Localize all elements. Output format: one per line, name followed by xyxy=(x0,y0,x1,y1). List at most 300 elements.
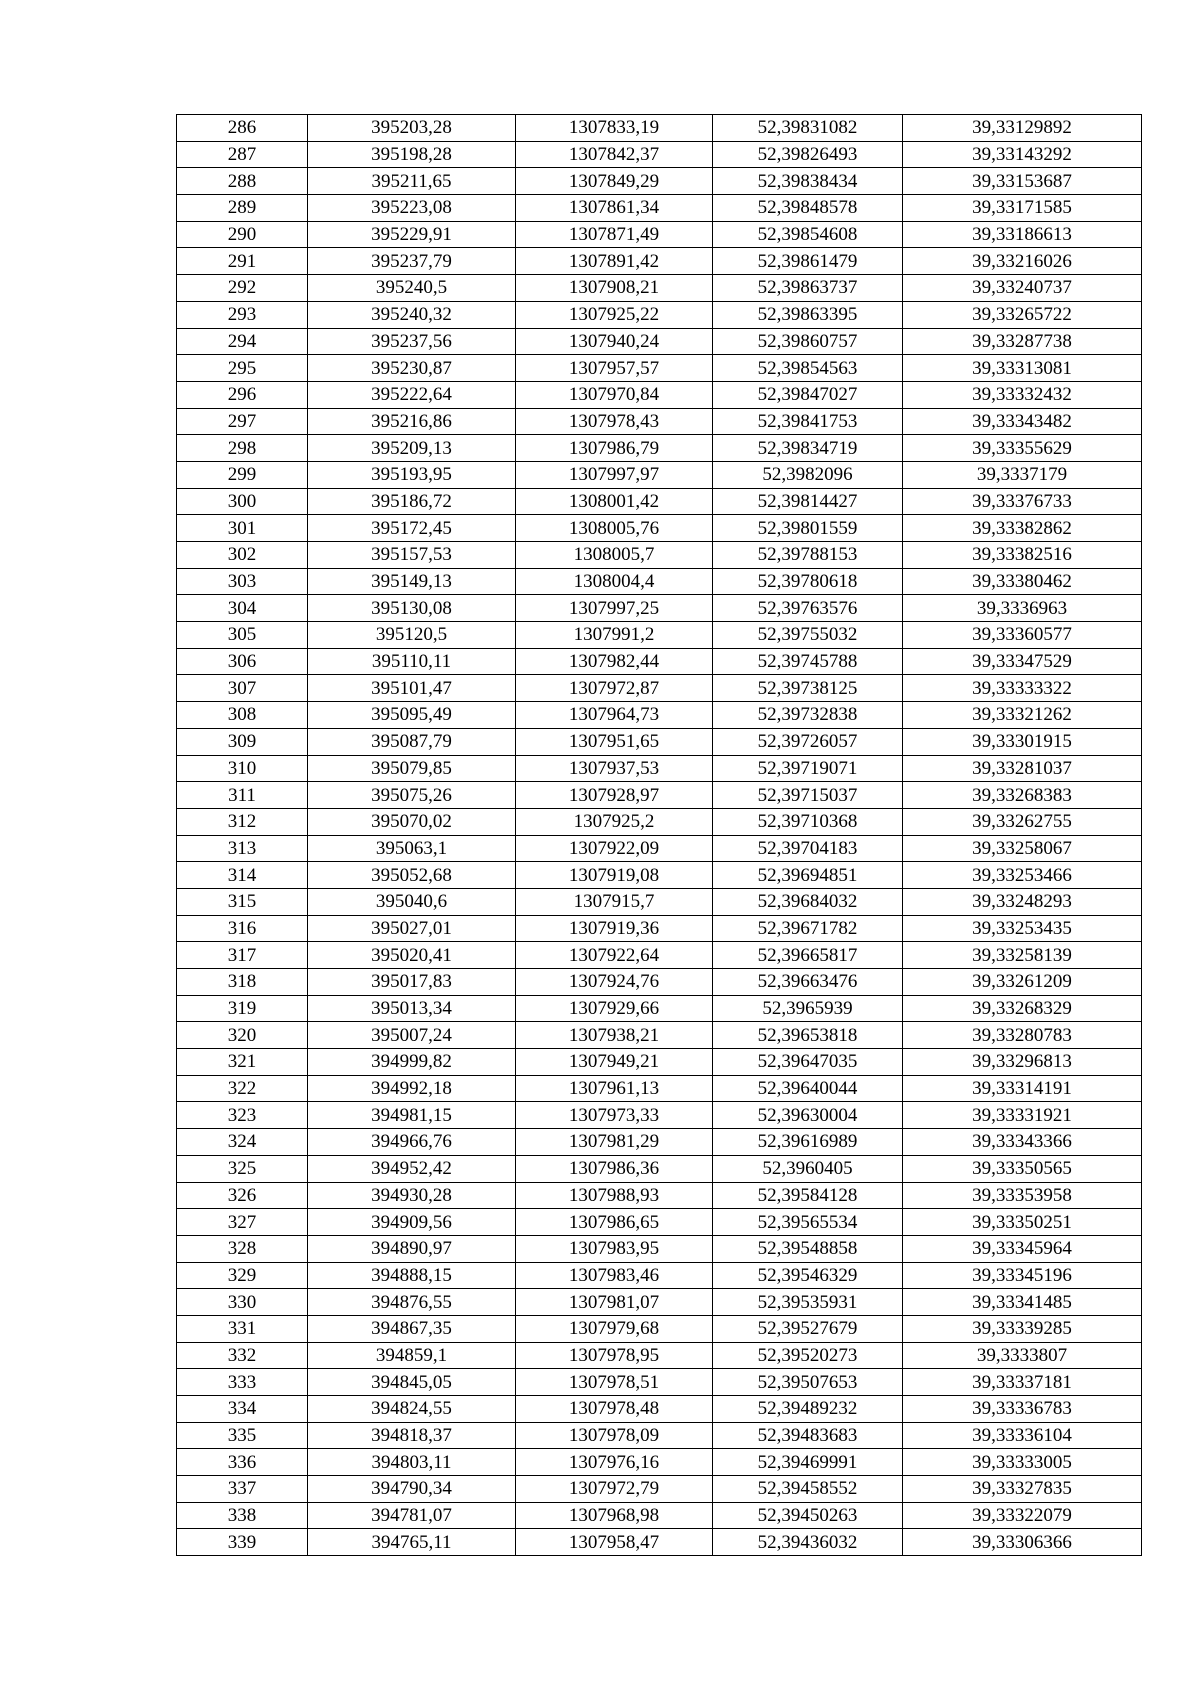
table-row xyxy=(177,355,1142,382)
y-coordinate-cell: 1308004,4 xyxy=(516,568,713,595)
y-coordinate-cell: 1307979,68 xyxy=(516,1315,713,1342)
latitude-cell: 52,39584128 xyxy=(713,1182,903,1209)
x-coordinate-cell: 394803,11 xyxy=(308,1449,516,1476)
latitude-cell: 52,39788153 xyxy=(713,542,903,569)
longitude-cell: 39,33265722 xyxy=(903,301,1142,328)
point-number-cell: 301 xyxy=(177,515,308,542)
longitude-cell: 39,33253435 xyxy=(903,915,1142,942)
x-coordinate-cell: 394818,37 xyxy=(308,1422,516,1449)
latitude-cell: 52,39763576 xyxy=(713,595,903,622)
table-row xyxy=(177,595,1142,622)
y-coordinate-cell: 1307949,21 xyxy=(516,1049,713,1076)
point-number-cell: 298 xyxy=(177,435,308,462)
x-coordinate-cell: 395193,95 xyxy=(308,461,516,488)
point-number-cell: 336 xyxy=(177,1449,308,1476)
latitude-cell: 52,39565534 xyxy=(713,1209,903,1236)
longitude-cell: 39,33343482 xyxy=(903,408,1142,435)
y-coordinate-cell: 1307951,65 xyxy=(516,728,713,755)
point-number-cell: 323 xyxy=(177,1102,308,1129)
y-coordinate-cell: 1307978,51 xyxy=(516,1369,713,1396)
latitude-cell: 52,39546329 xyxy=(713,1262,903,1289)
table-row xyxy=(177,461,1142,488)
point-number-cell: 320 xyxy=(177,1022,308,1049)
point-number-cell: 317 xyxy=(177,942,308,969)
longitude-cell: 39,33347529 xyxy=(903,648,1142,675)
point-number-cell: 308 xyxy=(177,702,308,729)
x-coordinate-cell: 395017,83 xyxy=(308,969,516,996)
point-number-cell: 306 xyxy=(177,648,308,675)
latitude-cell: 52,3965939 xyxy=(713,995,903,1022)
point-number-cell: 331 xyxy=(177,1315,308,1342)
latitude-cell: 52,39738125 xyxy=(713,675,903,702)
point-number-cell: 325 xyxy=(177,1155,308,1182)
point-number-cell: 329 xyxy=(177,1262,308,1289)
table-row xyxy=(177,435,1142,462)
x-coordinate-cell: 395020,41 xyxy=(308,942,516,969)
table-row xyxy=(177,1529,1142,1556)
x-coordinate-cell: 395172,45 xyxy=(308,515,516,542)
latitude-cell: 52,39841753 xyxy=(713,408,903,435)
latitude-cell: 52,39732838 xyxy=(713,702,903,729)
latitude-cell: 52,39436032 xyxy=(713,1529,903,1556)
table-row xyxy=(177,1235,1142,1262)
y-coordinate-cell: 1307833,19 xyxy=(516,115,713,142)
x-coordinate-cell: 394952,42 xyxy=(308,1155,516,1182)
latitude-cell: 52,39745788 xyxy=(713,648,903,675)
longitude-cell: 39,33339285 xyxy=(903,1315,1142,1342)
x-coordinate-cell: 394966,76 xyxy=(308,1129,516,1156)
x-coordinate-cell: 394765,11 xyxy=(308,1529,516,1556)
x-coordinate-cell: 394781,07 xyxy=(308,1502,516,1529)
longitude-cell: 39,3337179 xyxy=(903,461,1142,488)
point-number-cell: 297 xyxy=(177,408,308,435)
y-coordinate-cell: 1307925,22 xyxy=(516,301,713,328)
x-coordinate-cell: 394876,55 xyxy=(308,1289,516,1316)
latitude-cell: 52,39801559 xyxy=(713,515,903,542)
longitude-cell: 39,33322079 xyxy=(903,1502,1142,1529)
x-coordinate-cell: 395230,87 xyxy=(308,355,516,382)
longitude-cell: 39,33345196 xyxy=(903,1262,1142,1289)
point-number-cell: 335 xyxy=(177,1422,308,1449)
longitude-cell: 39,33376733 xyxy=(903,488,1142,515)
table-row xyxy=(177,221,1142,248)
table-row xyxy=(177,115,1142,142)
longitude-cell: 39,33380462 xyxy=(903,568,1142,595)
y-coordinate-cell: 1307919,36 xyxy=(516,915,713,942)
latitude-cell: 52,39780618 xyxy=(713,568,903,595)
y-coordinate-cell: 1307861,34 xyxy=(516,195,713,222)
point-number-cell: 288 xyxy=(177,168,308,195)
y-coordinate-cell: 1307988,93 xyxy=(516,1182,713,1209)
y-coordinate-cell: 1307972,87 xyxy=(516,675,713,702)
longitude-cell: 39,33382516 xyxy=(903,542,1142,569)
y-coordinate-cell: 1307871,49 xyxy=(516,221,713,248)
latitude-cell: 52,39647035 xyxy=(713,1049,903,1076)
x-coordinate-cell: 395237,56 xyxy=(308,328,516,355)
x-coordinate-cell: 394859,1 xyxy=(308,1342,516,1369)
table-row xyxy=(177,1049,1142,1076)
x-coordinate-cell: 395063,1 xyxy=(308,835,516,862)
x-coordinate-cell: 395040,6 xyxy=(308,888,516,915)
y-coordinate-cell: 1307986,79 xyxy=(516,435,713,462)
x-coordinate-cell: 395229,91 xyxy=(308,221,516,248)
x-coordinate-cell: 395240,5 xyxy=(308,275,516,302)
y-coordinate-cell: 1307981,07 xyxy=(516,1289,713,1316)
y-coordinate-cell: 1307915,7 xyxy=(516,888,713,915)
point-number-cell: 319 xyxy=(177,995,308,1022)
table-row xyxy=(177,942,1142,969)
x-coordinate-cell: 395007,24 xyxy=(308,1022,516,1049)
latitude-cell: 52,39640044 xyxy=(713,1075,903,1102)
table-row xyxy=(177,1369,1142,1396)
y-coordinate-cell: 1307986,65 xyxy=(516,1209,713,1236)
longitude-cell: 39,33350251 xyxy=(903,1209,1142,1236)
longitude-cell: 39,33153687 xyxy=(903,168,1142,195)
point-number-cell: 287 xyxy=(177,141,308,168)
table-row xyxy=(177,1449,1142,1476)
x-coordinate-cell: 395070,02 xyxy=(308,808,516,835)
point-number-cell: 332 xyxy=(177,1342,308,1369)
point-number-cell: 337 xyxy=(177,1476,308,1503)
table-row xyxy=(177,1102,1142,1129)
x-coordinate-cell: 395052,68 xyxy=(308,862,516,889)
table-row xyxy=(177,1022,1142,1049)
point-number-cell: 295 xyxy=(177,355,308,382)
y-coordinate-cell: 1307957,57 xyxy=(516,355,713,382)
longitude-cell: 39,33186613 xyxy=(903,221,1142,248)
x-coordinate-cell: 395130,08 xyxy=(308,595,516,622)
x-coordinate-cell: 395211,65 xyxy=(308,168,516,195)
longitude-cell: 39,33258139 xyxy=(903,942,1142,969)
longitude-cell: 39,33336783 xyxy=(903,1396,1142,1423)
x-coordinate-cell: 395087,79 xyxy=(308,728,516,755)
latitude-cell: 52,39826493 xyxy=(713,141,903,168)
table-row xyxy=(177,488,1142,515)
table-row xyxy=(177,275,1142,302)
latitude-cell: 52,39848578 xyxy=(713,195,903,222)
latitude-cell: 52,39671782 xyxy=(713,915,903,942)
latitude-cell: 52,39834719 xyxy=(713,435,903,462)
table-row xyxy=(177,755,1142,782)
y-coordinate-cell: 1307937,53 xyxy=(516,755,713,782)
latitude-cell: 52,39831082 xyxy=(713,115,903,142)
latitude-cell: 52,3982096 xyxy=(713,461,903,488)
y-coordinate-cell: 1307986,36 xyxy=(516,1155,713,1182)
latitude-cell: 52,39726057 xyxy=(713,728,903,755)
point-number-cell: 307 xyxy=(177,675,308,702)
table-row xyxy=(177,301,1142,328)
latitude-cell: 52,39838434 xyxy=(713,168,903,195)
latitude-cell: 52,39630004 xyxy=(713,1102,903,1129)
point-number-cell: 296 xyxy=(177,381,308,408)
latitude-cell: 52,39684032 xyxy=(713,888,903,915)
y-coordinate-cell: 1307970,84 xyxy=(516,381,713,408)
point-number-cell: 333 xyxy=(177,1369,308,1396)
y-coordinate-cell: 1307940,24 xyxy=(516,328,713,355)
x-coordinate-cell: 395223,08 xyxy=(308,195,516,222)
table-row xyxy=(177,408,1142,435)
x-coordinate-cell: 395240,32 xyxy=(308,301,516,328)
x-coordinate-cell: 394890,97 xyxy=(308,1235,516,1262)
longitude-cell: 39,33129892 xyxy=(903,115,1142,142)
y-coordinate-cell: 1307929,66 xyxy=(516,995,713,1022)
table-row xyxy=(177,1289,1142,1316)
longitude-cell: 39,33262755 xyxy=(903,808,1142,835)
y-coordinate-cell: 1307922,09 xyxy=(516,835,713,862)
point-number-cell: 293 xyxy=(177,301,308,328)
latitude-cell: 52,39520273 xyxy=(713,1342,903,1369)
y-coordinate-cell: 1307972,79 xyxy=(516,1476,713,1503)
latitude-cell: 52,39704183 xyxy=(713,835,903,862)
table-row xyxy=(177,1315,1142,1342)
longitude-cell: 39,33268329 xyxy=(903,995,1142,1022)
x-coordinate-cell: 395203,28 xyxy=(308,115,516,142)
longitude-cell: 39,33313081 xyxy=(903,355,1142,382)
latitude-cell: 52,39469991 xyxy=(713,1449,903,1476)
table-row xyxy=(177,381,1142,408)
coordinates-table-body xyxy=(177,115,1142,1556)
longitude-cell: 39,33253466 xyxy=(903,862,1142,889)
table-row xyxy=(177,969,1142,996)
y-coordinate-cell: 1307842,37 xyxy=(516,141,713,168)
y-coordinate-cell: 1308005,7 xyxy=(516,542,713,569)
latitude-cell: 52,39719071 xyxy=(713,755,903,782)
point-number-cell: 300 xyxy=(177,488,308,515)
latitude-cell: 52,39854608 xyxy=(713,221,903,248)
point-number-cell: 318 xyxy=(177,969,308,996)
table-row xyxy=(177,515,1142,542)
point-number-cell: 311 xyxy=(177,782,308,809)
table-row xyxy=(177,888,1142,915)
y-coordinate-cell: 1307958,47 xyxy=(516,1529,713,1556)
y-coordinate-cell: 1307938,21 xyxy=(516,1022,713,1049)
x-coordinate-cell: 395110,11 xyxy=(308,648,516,675)
x-coordinate-cell: 395216,86 xyxy=(308,408,516,435)
latitude-cell: 52,39458552 xyxy=(713,1476,903,1503)
point-number-cell: 310 xyxy=(177,755,308,782)
longitude-cell: 39,33280783 xyxy=(903,1022,1142,1049)
point-number-cell: 324 xyxy=(177,1129,308,1156)
longitude-cell: 39,33355629 xyxy=(903,435,1142,462)
point-number-cell: 338 xyxy=(177,1502,308,1529)
latitude-cell: 52,39814427 xyxy=(713,488,903,515)
longitude-cell: 39,33341485 xyxy=(903,1289,1142,1316)
longitude-cell: 39,33360577 xyxy=(903,622,1142,649)
table-row xyxy=(177,568,1142,595)
point-number-cell: 290 xyxy=(177,221,308,248)
y-coordinate-cell: 1307891,42 xyxy=(516,248,713,275)
x-coordinate-cell: 394824,55 xyxy=(308,1396,516,1423)
x-coordinate-cell: 395095,49 xyxy=(308,702,516,729)
y-coordinate-cell: 1307991,2 xyxy=(516,622,713,649)
y-coordinate-cell: 1307983,46 xyxy=(516,1262,713,1289)
latitude-cell: 52,39489232 xyxy=(713,1396,903,1423)
longitude-cell: 39,33296813 xyxy=(903,1049,1142,1076)
y-coordinate-cell: 1307978,48 xyxy=(516,1396,713,1423)
point-number-cell: 313 xyxy=(177,835,308,862)
table-row xyxy=(177,915,1142,942)
longitude-cell: 39,33143292 xyxy=(903,141,1142,168)
longitude-cell: 39,33306366 xyxy=(903,1529,1142,1556)
longitude-cell: 39,33321262 xyxy=(903,702,1142,729)
latitude-cell: 52,39863395 xyxy=(713,301,903,328)
x-coordinate-cell: 395149,13 xyxy=(308,568,516,595)
x-coordinate-cell: 394790,34 xyxy=(308,1476,516,1503)
y-coordinate-cell: 1307978,43 xyxy=(516,408,713,435)
table-row xyxy=(177,728,1142,755)
longitude-cell: 39,33353958 xyxy=(903,1182,1142,1209)
table-row xyxy=(177,675,1142,702)
latitude-cell: 52,39663476 xyxy=(713,969,903,996)
x-coordinate-cell: 395198,28 xyxy=(308,141,516,168)
point-number-cell: 291 xyxy=(177,248,308,275)
longitude-cell: 39,33345964 xyxy=(903,1235,1142,1262)
x-coordinate-cell: 394981,15 xyxy=(308,1102,516,1129)
longitude-cell: 39,33281037 xyxy=(903,755,1142,782)
y-coordinate-cell: 1307964,73 xyxy=(516,702,713,729)
latitude-cell: 52,39715037 xyxy=(713,782,903,809)
table-row xyxy=(177,648,1142,675)
point-number-cell: 314 xyxy=(177,862,308,889)
latitude-cell: 52,39616989 xyxy=(713,1129,903,1156)
latitude-cell: 52,39755032 xyxy=(713,622,903,649)
x-coordinate-cell: 395186,72 xyxy=(308,488,516,515)
longitude-cell: 39,33382862 xyxy=(903,515,1142,542)
table-row xyxy=(177,195,1142,222)
longitude-cell: 39,33171585 xyxy=(903,195,1142,222)
y-coordinate-cell: 1307976,16 xyxy=(516,1449,713,1476)
y-coordinate-cell: 1307908,21 xyxy=(516,275,713,302)
table-row xyxy=(177,1182,1142,1209)
table-row xyxy=(177,995,1142,1022)
x-coordinate-cell: 395209,13 xyxy=(308,435,516,462)
table-row xyxy=(177,622,1142,649)
x-coordinate-cell: 395120,5 xyxy=(308,622,516,649)
x-coordinate-cell: 394930,28 xyxy=(308,1182,516,1209)
longitude-cell: 39,33350565 xyxy=(903,1155,1142,1182)
y-coordinate-cell: 1307982,44 xyxy=(516,648,713,675)
longitude-cell: 39,33336104 xyxy=(903,1422,1142,1449)
point-number-cell: 299 xyxy=(177,461,308,488)
y-coordinate-cell: 1307924,76 xyxy=(516,969,713,996)
longitude-cell: 39,33337181 xyxy=(903,1369,1142,1396)
y-coordinate-cell: 1307961,13 xyxy=(516,1075,713,1102)
table-row xyxy=(177,168,1142,195)
longitude-cell: 39,33314191 xyxy=(903,1075,1142,1102)
y-coordinate-cell: 1307983,95 xyxy=(516,1235,713,1262)
y-coordinate-cell: 1307925,2 xyxy=(516,808,713,835)
table-row xyxy=(177,1155,1142,1182)
y-coordinate-cell: 1307978,95 xyxy=(516,1342,713,1369)
y-coordinate-cell: 1307997,97 xyxy=(516,461,713,488)
x-coordinate-cell: 395075,26 xyxy=(308,782,516,809)
y-coordinate-cell: 1307978,09 xyxy=(516,1422,713,1449)
table-row xyxy=(177,808,1142,835)
table-row xyxy=(177,782,1142,809)
longitude-cell: 39,33343366 xyxy=(903,1129,1142,1156)
point-number-cell: 327 xyxy=(177,1209,308,1236)
latitude-cell: 52,39710368 xyxy=(713,808,903,835)
latitude-cell: 52,39665817 xyxy=(713,942,903,969)
latitude-cell: 52,39694851 xyxy=(713,862,903,889)
longitude-cell: 39,33333005 xyxy=(903,1449,1142,1476)
table-row xyxy=(177,141,1142,168)
table-row xyxy=(177,862,1142,889)
x-coordinate-cell: 395101,47 xyxy=(308,675,516,702)
point-number-cell: 339 xyxy=(177,1529,308,1556)
point-number-cell: 334 xyxy=(177,1396,308,1423)
y-coordinate-cell: 1307997,25 xyxy=(516,595,713,622)
point-number-cell: 315 xyxy=(177,888,308,915)
y-coordinate-cell: 1307849,29 xyxy=(516,168,713,195)
coordinates-table xyxy=(176,114,1142,1556)
point-number-cell: 322 xyxy=(177,1075,308,1102)
latitude-cell: 52,39483683 xyxy=(713,1422,903,1449)
point-number-cell: 304 xyxy=(177,595,308,622)
latitude-cell: 52,39847027 xyxy=(713,381,903,408)
point-number-cell: 328 xyxy=(177,1235,308,1262)
longitude-cell: 39,3333807 xyxy=(903,1342,1142,1369)
x-coordinate-cell: 395237,79 xyxy=(308,248,516,275)
x-coordinate-cell: 394909,56 xyxy=(308,1209,516,1236)
x-coordinate-cell: 394999,82 xyxy=(308,1049,516,1076)
x-coordinate-cell: 394845,05 xyxy=(308,1369,516,1396)
latitude-cell: 52,39854563 xyxy=(713,355,903,382)
longitude-cell: 39,33301915 xyxy=(903,728,1142,755)
table-row xyxy=(177,835,1142,862)
latitude-cell: 52,39527679 xyxy=(713,1315,903,1342)
x-coordinate-cell: 395027,01 xyxy=(308,915,516,942)
point-number-cell: 312 xyxy=(177,808,308,835)
x-coordinate-cell: 394888,15 xyxy=(308,1262,516,1289)
latitude-cell: 52,39535931 xyxy=(713,1289,903,1316)
y-coordinate-cell: 1308001,42 xyxy=(516,488,713,515)
point-number-cell: 292 xyxy=(177,275,308,302)
y-coordinate-cell: 1307973,33 xyxy=(516,1102,713,1129)
point-number-cell: 305 xyxy=(177,622,308,649)
latitude-cell: 52,39653818 xyxy=(713,1022,903,1049)
point-number-cell: 289 xyxy=(177,195,308,222)
longitude-cell: 39,33333322 xyxy=(903,675,1142,702)
latitude-cell: 52,3960405 xyxy=(713,1155,903,1182)
latitude-cell: 52,39548858 xyxy=(713,1235,903,1262)
point-number-cell: 303 xyxy=(177,568,308,595)
y-coordinate-cell: 1307928,97 xyxy=(516,782,713,809)
longitude-cell: 39,33216026 xyxy=(903,248,1142,275)
table-row xyxy=(177,1476,1142,1503)
table-row xyxy=(177,1075,1142,1102)
point-number-cell: 330 xyxy=(177,1289,308,1316)
table-row xyxy=(177,1129,1142,1156)
latitude-cell: 52,39450263 xyxy=(713,1502,903,1529)
table-row xyxy=(177,1209,1142,1236)
longitude-cell: 39,33248293 xyxy=(903,888,1142,915)
point-number-cell: 316 xyxy=(177,915,308,942)
point-number-cell: 321 xyxy=(177,1049,308,1076)
table-row xyxy=(177,1422,1142,1449)
point-number-cell: 326 xyxy=(177,1182,308,1209)
point-number-cell: 302 xyxy=(177,542,308,569)
longitude-cell: 39,33261209 xyxy=(903,969,1142,996)
point-number-cell: 286 xyxy=(177,115,308,142)
longitude-cell: 39,33287738 xyxy=(903,328,1142,355)
table-row xyxy=(177,248,1142,275)
longitude-cell: 39,33327835 xyxy=(903,1476,1142,1503)
table-row xyxy=(177,1342,1142,1369)
table-row xyxy=(177,1262,1142,1289)
longitude-cell: 39,33268383 xyxy=(903,782,1142,809)
x-coordinate-cell: 395157,53 xyxy=(308,542,516,569)
